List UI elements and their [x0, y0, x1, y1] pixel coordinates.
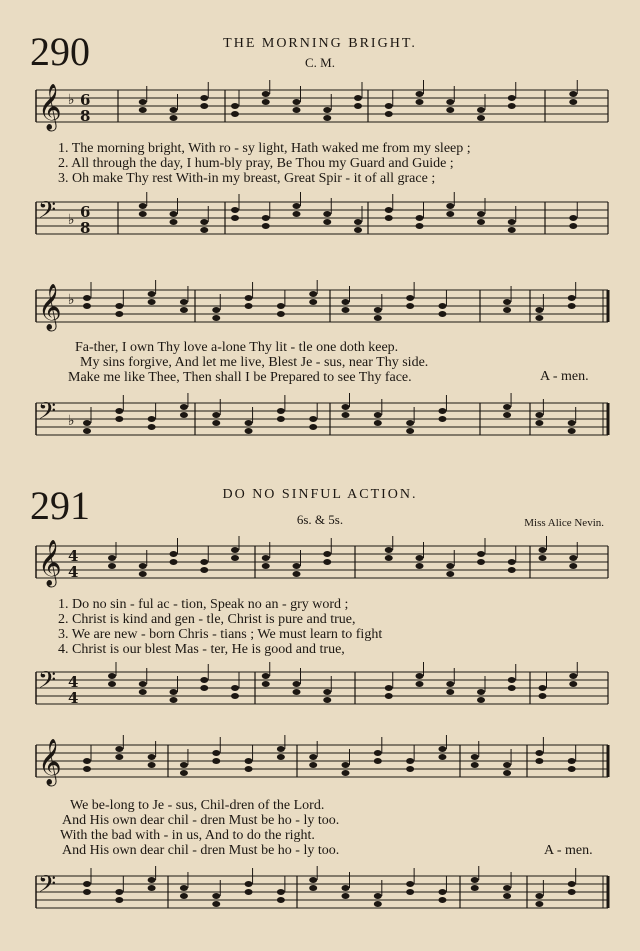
note-head [148, 299, 156, 305]
note-head [115, 408, 123, 414]
note-head [309, 754, 317, 760]
note-head [108, 563, 116, 569]
note-head [406, 420, 414, 426]
note-head [170, 115, 178, 121]
staff-290-system1-treble [0, 80, 640, 140]
bass-clef-icon: 𝄢 [38, 196, 57, 229]
note-head [83, 420, 91, 426]
note-head [503, 404, 511, 410]
note-head [508, 567, 516, 573]
note-head [503, 412, 511, 418]
note-head [170, 107, 178, 113]
note-head [148, 754, 156, 760]
amen-290: A - men. [540, 369, 589, 384]
note-head [508, 219, 516, 225]
note-head [568, 420, 576, 426]
note-head [342, 885, 350, 891]
note-head [293, 107, 301, 113]
note-head [293, 681, 301, 687]
lyric-291-l1-v2: 2. Christ is kind and gen - tle, Christ is pure and true, [58, 612, 356, 627]
time-sig-bottom: 8 [80, 107, 91, 125]
note-head [374, 315, 382, 321]
note-head [262, 555, 270, 561]
staff-290-system2-treble [0, 280, 640, 340]
note-head [416, 99, 424, 105]
note-head [385, 693, 393, 699]
note-head [212, 893, 220, 899]
time-sig-top: 6 [80, 91, 91, 109]
note-head [568, 881, 576, 887]
note-head [406, 766, 414, 772]
note-head [385, 685, 393, 691]
lyric-290-l1-v3: 3. Oh make Thy rest With-in my breast, Great Spir - it of all grace ; [58, 171, 436, 186]
note-head [535, 758, 543, 764]
staff-291-system1-treble [0, 536, 640, 596]
treble-clef-icon: 𝄞 [38, 739, 62, 785]
note-head [323, 689, 331, 695]
note-head [416, 91, 424, 97]
note-head [477, 689, 485, 695]
note-head [323, 107, 331, 113]
note-head [245, 303, 253, 309]
note-head [309, 291, 317, 297]
note-head [139, 211, 147, 217]
note-head [200, 559, 208, 565]
note-head [471, 762, 479, 768]
note-head [262, 99, 270, 105]
note-head [231, 111, 239, 117]
note-head [342, 404, 350, 410]
note-head [477, 697, 485, 703]
note-head [277, 303, 285, 309]
note-head [354, 103, 362, 109]
note-head [277, 408, 285, 414]
lyric-291-l1-v4: 4. Christ is our blest Mas - ter, He is good and true, [58, 642, 345, 657]
note-head [212, 420, 220, 426]
staff-291-system2-bass [0, 866, 640, 926]
treble-clef-icon: 𝄞 [38, 284, 62, 330]
hymn-number-291: 291 [30, 483, 90, 528]
note-head [262, 681, 270, 687]
note-head [508, 677, 516, 683]
note-head [262, 673, 270, 679]
lyric-291-l2-v4: And His own dear chil - dren Must be ho - ly too. [62, 843, 340, 858]
note-head [83, 758, 91, 764]
note-head [535, 420, 543, 426]
note-head [508, 95, 516, 101]
note-head [262, 223, 270, 229]
note-head [293, 211, 301, 217]
note-head [180, 770, 188, 776]
note-head [446, 689, 454, 695]
note-head [446, 203, 454, 209]
note-head [200, 219, 208, 225]
note-head [535, 750, 543, 756]
note-head [277, 746, 285, 752]
note-head [309, 885, 317, 891]
note-head [231, 685, 239, 691]
lyric-290-l2-v2: My sins forgive, And let me live, Blest Je - sus, near Thy side. [80, 355, 429, 370]
note-head [115, 303, 123, 309]
note-head [569, 223, 577, 229]
note-head [83, 303, 91, 309]
note-head [108, 681, 116, 687]
note-head [148, 416, 156, 422]
hymn-author-291: Miss Alice Nevin. [524, 517, 604, 529]
note-head [139, 563, 147, 569]
note-head [231, 547, 239, 553]
lyric-290-l2-v3: Make me like Thee, Then shall I be Prepared to see Thy face. [68, 370, 412, 385]
note-head [200, 103, 208, 109]
note-head [231, 555, 239, 561]
note-head [309, 762, 317, 768]
note-head [115, 416, 123, 422]
note-head [309, 416, 317, 422]
treble-clef-icon: 𝄞 [38, 84, 62, 130]
note-head [503, 299, 511, 305]
note-head [539, 555, 547, 561]
note-head [569, 681, 577, 687]
note-head [535, 901, 543, 907]
note-head [385, 555, 393, 561]
note-head [148, 762, 156, 768]
hymn-meter-290: C. M. [305, 55, 335, 70]
note-head [539, 685, 547, 691]
note-head [438, 311, 446, 317]
note-head [535, 893, 543, 899]
note-head [245, 295, 253, 301]
note-head [446, 211, 454, 217]
note-head [262, 91, 270, 97]
note-head [293, 563, 301, 569]
note-head [416, 681, 424, 687]
note-head [374, 420, 382, 426]
note-head [170, 559, 178, 565]
note-head [170, 211, 178, 217]
note-head [83, 295, 91, 301]
note-head [323, 115, 331, 121]
note-head [503, 893, 511, 899]
note-head [231, 103, 239, 109]
note-head [148, 877, 156, 883]
note-head [569, 99, 577, 105]
note-head [446, 563, 454, 569]
staff-290-system2-bass [0, 393, 640, 453]
note-head [200, 685, 208, 691]
note-head [569, 91, 577, 97]
note-head [438, 897, 446, 903]
note-head [438, 303, 446, 309]
note-head [406, 428, 414, 434]
note-head [277, 754, 285, 760]
note-head [416, 563, 424, 569]
note-head [477, 219, 485, 225]
note-head [323, 551, 331, 557]
flat-icon: ♭ [68, 292, 75, 308]
note-head [568, 766, 576, 772]
note-head [148, 424, 156, 430]
bass-clef-icon: 𝄢 [38, 870, 57, 903]
note-head [374, 901, 382, 907]
note-head [323, 697, 331, 703]
note-head [139, 107, 147, 113]
note-head [212, 412, 220, 418]
note-head [245, 420, 253, 426]
note-head [148, 291, 156, 297]
note-head [212, 758, 220, 764]
time-sig-top: 4 [68, 547, 79, 565]
note-head [471, 885, 479, 891]
note-head [245, 428, 253, 434]
note-head [438, 416, 446, 422]
note-head [139, 571, 147, 577]
note-head [406, 889, 414, 895]
note-head [374, 893, 382, 899]
time-sig-bottom: 8 [80, 219, 91, 237]
note-head [446, 99, 454, 105]
note-head [245, 881, 253, 887]
note-head [503, 307, 511, 313]
note-head [139, 99, 147, 105]
note-head [569, 563, 577, 569]
note-head [231, 693, 239, 699]
note-head [180, 307, 188, 313]
note-head [277, 311, 285, 317]
note-head [374, 750, 382, 756]
note-head [262, 563, 270, 569]
note-head [438, 754, 446, 760]
note-head [535, 307, 543, 313]
note-head [342, 412, 350, 418]
note-head [170, 689, 178, 695]
note-head [148, 885, 156, 891]
note-head [277, 889, 285, 895]
note-head [170, 551, 178, 557]
note-head [231, 215, 239, 221]
note-head [406, 303, 414, 309]
note-head [323, 211, 331, 217]
note-head [200, 95, 208, 101]
note-head [115, 889, 123, 895]
note-head [212, 307, 220, 313]
note-head [342, 299, 350, 305]
note-head [354, 227, 362, 233]
lyric-291-l2-v3: With the bad with - in us, And to do the right. [60, 828, 315, 843]
note-head [569, 673, 577, 679]
hymn-title-291: DO NO SINFUL ACTION. [222, 487, 418, 502]
bass-clef-icon: 𝄢 [38, 397, 57, 430]
note-head [569, 215, 577, 221]
note-head [508, 227, 516, 233]
note-head [385, 111, 393, 117]
note-head [406, 881, 414, 887]
note-head [354, 95, 362, 101]
note-head [503, 770, 511, 776]
note-head [262, 215, 270, 221]
note-head [535, 315, 543, 321]
note-head [108, 673, 116, 679]
note-head [568, 889, 576, 895]
lyric-291-l1-v3: 3. We are new - born Chris - tians ; We must learn to fight [58, 627, 383, 642]
note-head [180, 404, 188, 410]
note-head [374, 758, 382, 764]
note-head [231, 207, 239, 213]
lyric-290-l1-v1: 1. The morning bright, With ro - sy light, Hath waked me from my sleep ; [58, 141, 471, 156]
staff-291-system1-bass [0, 662, 640, 722]
note-head [108, 555, 116, 561]
note-head [385, 547, 393, 553]
note-head [416, 223, 424, 229]
note-head [385, 103, 393, 109]
flat-icon: ♭ [68, 92, 75, 108]
lyric-291-l1-v1: 1. Do no sin - ful ac - tion, Speak no an - gry word ; [58, 597, 349, 612]
note-head [568, 758, 576, 764]
lyric-290-l1-v2: 2. All through the day, I hum-bly pray, Be Thou my Guard and Guide ; [58, 156, 454, 171]
note-head [200, 567, 208, 573]
note-head [83, 428, 91, 434]
note-head [180, 299, 188, 305]
treble-clef-icon: 𝄞 [38, 540, 62, 586]
note-head [568, 303, 576, 309]
hymn-title-290: THE MORNING BRIGHT. [223, 36, 417, 51]
note-head [568, 295, 576, 301]
staff-290-system1-bass [0, 192, 640, 252]
hymn-number-290: 290 [30, 29, 90, 74]
note-head [245, 766, 253, 772]
note-head [293, 203, 301, 209]
note-head [354, 219, 362, 225]
note-head [508, 685, 516, 691]
note-head [277, 416, 285, 422]
note-head [180, 762, 188, 768]
note-head [568, 428, 576, 434]
note-head [170, 697, 178, 703]
staff-291-system2-treble [0, 735, 640, 795]
note-head [323, 559, 331, 565]
note-head [212, 315, 220, 321]
note-head [115, 897, 123, 903]
note-head [508, 559, 516, 565]
note-head [212, 750, 220, 756]
lyric-291-l2-v1: We be-long to Je - sus, Chil-dren of the Lord. [70, 798, 325, 813]
note-head [446, 107, 454, 113]
note-head [342, 762, 350, 768]
note-head [446, 681, 454, 687]
flat-icon: ♭ [68, 212, 75, 228]
note-head [200, 227, 208, 233]
note-head [245, 889, 253, 895]
note-head [477, 559, 485, 565]
note-head [539, 547, 547, 553]
note-head [115, 746, 123, 752]
note-head [180, 412, 188, 418]
note-head [535, 412, 543, 418]
note-head [293, 689, 301, 695]
note-head [539, 693, 547, 699]
note-head [342, 893, 350, 899]
note-head [477, 107, 485, 113]
note-head [342, 770, 350, 776]
time-sig-top: 6 [80, 203, 91, 221]
time-sig-bottom: 4 [68, 689, 79, 707]
note-head [406, 295, 414, 301]
note-head [309, 877, 317, 883]
note-head [374, 412, 382, 418]
flat-icon: ♭ [68, 413, 75, 429]
note-head [503, 762, 511, 768]
note-head [200, 677, 208, 683]
amen-291: A - men. [544, 843, 593, 858]
bass-clef-icon: 𝄢 [38, 666, 57, 699]
note-head [477, 115, 485, 121]
note-head [471, 877, 479, 883]
note-head [83, 766, 91, 772]
note-head [115, 311, 123, 317]
note-head [508, 103, 516, 109]
note-head [416, 215, 424, 221]
hymn-meter-291: 6s. & 5s. [296, 512, 344, 527]
note-head [139, 681, 147, 687]
note-head [503, 885, 511, 891]
note-head [446, 571, 454, 577]
note-head [293, 99, 301, 105]
note-head [416, 555, 424, 561]
note-head [139, 689, 147, 695]
note-head [170, 219, 178, 225]
time-sig-top: 4 [68, 673, 79, 691]
note-head [293, 571, 301, 577]
note-head [212, 901, 220, 907]
note-head [309, 299, 317, 305]
note-head [180, 885, 188, 891]
note-head [438, 746, 446, 752]
note-head [374, 307, 382, 313]
note-head [569, 555, 577, 561]
note-head [385, 207, 393, 213]
note-head [385, 215, 393, 221]
note-head [406, 758, 414, 764]
note-head [83, 881, 91, 887]
note-head [323, 219, 331, 225]
note-head [477, 211, 485, 217]
time-sig-bottom: 4 [68, 563, 79, 581]
note-head [277, 897, 285, 903]
note-head [438, 889, 446, 895]
note-head [83, 889, 91, 895]
lyric-290-l2-v1: Fa-ther, I own Thy love a-lone Thy lit - tle one doth keep. [75, 340, 399, 355]
note-head [245, 758, 253, 764]
note-head [416, 673, 424, 679]
note-head [438, 408, 446, 414]
note-head [477, 551, 485, 557]
note-head [115, 754, 123, 760]
note-head [471, 754, 479, 760]
note-head [180, 893, 188, 899]
note-head [139, 203, 147, 209]
lyric-291-l2-v2: And His own dear chil - dren Must be ho - ly too. [62, 813, 340, 828]
note-head [342, 307, 350, 313]
note-head [309, 424, 317, 430]
